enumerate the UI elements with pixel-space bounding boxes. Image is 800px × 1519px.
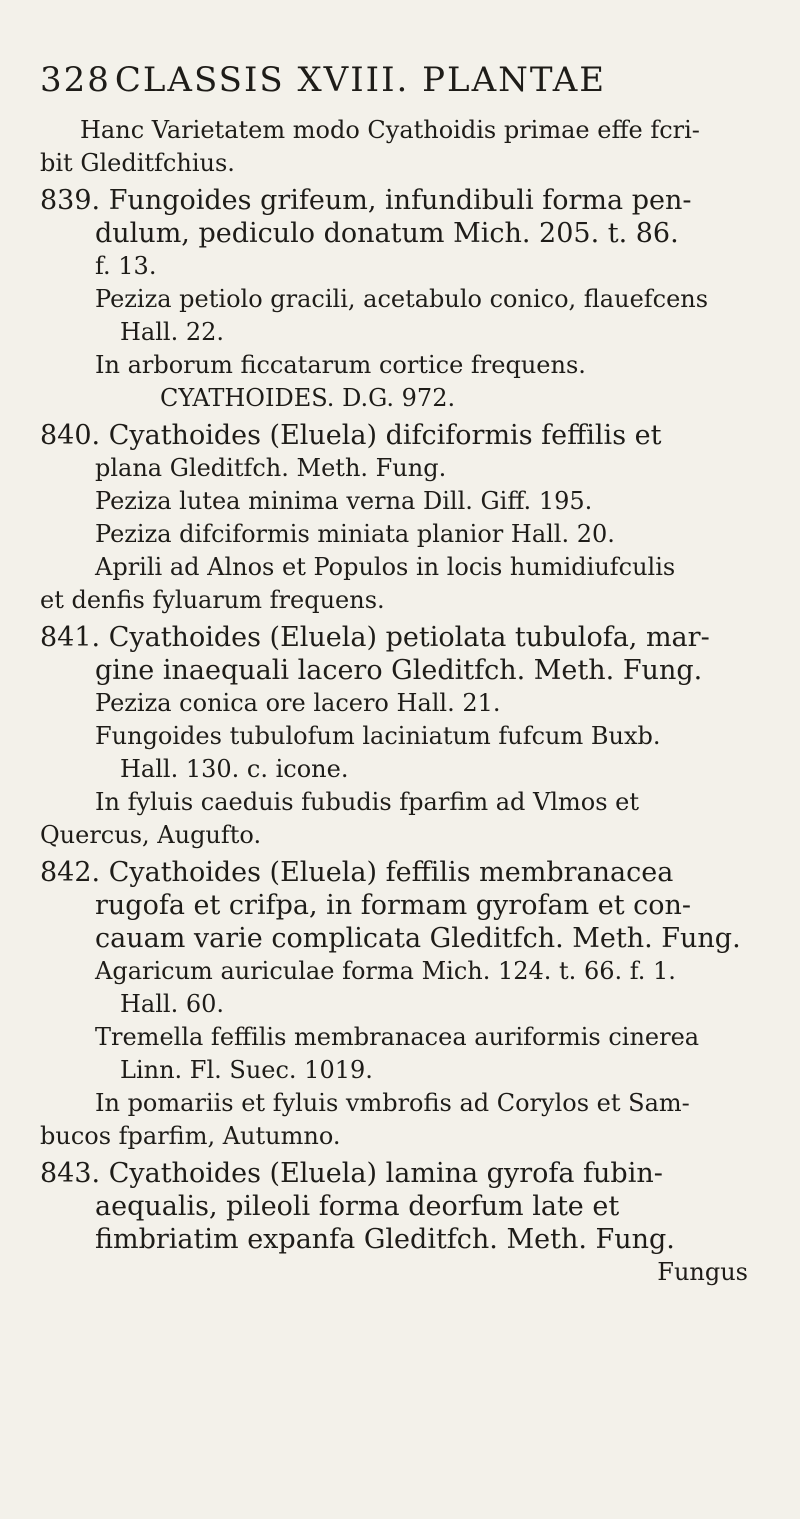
running-title: CLASSIS XVIII. PLANTAE [114, 60, 607, 100]
entry-heading: 839. Fungoides grifeum, infundibuli forma pen- [40, 185, 692, 216]
text-line: Hanc Varietatem modo Cyathoidis primae effe fcri- [80, 116, 700, 144]
text-line: Peziza difciformis miniata planior Hall. 20. [95, 520, 615, 548]
text-line: et denfis fyluarum frequens. [40, 586, 385, 614]
text-line: Tremella feffilis membranacea auriformis cinerea [95, 1023, 700, 1051]
text-line: Hall. 130. c. icone. [120, 755, 349, 783]
text-line: fimbriatim expanfa Gleditfch. Meth. Fung. [95, 1224, 675, 1255]
text-line: plana Gleditfch. Meth. Fung. [95, 454, 447, 482]
text-line: Peziza lutea minima verna Dill. Giff. 195. [95, 487, 593, 515]
text-line: gine inaequali lacero Gleditfch. Meth. Fung. [95, 655, 703, 686]
text-line: Quercus, Augufto. [40, 821, 262, 849]
page-number: 328 [40, 60, 111, 100]
text-line: f. 13. [95, 252, 157, 280]
genus-heading: CYATHOIDES. D.G. 972. [160, 384, 456, 412]
text-line: Hall. 60. [120, 990, 225, 1018]
text-line: rugofa et crifpa, in formam gyrofam et con- [95, 890, 692, 921]
entry-heading: 840. Cyathoides (Eluela) difciformis feffilis et [40, 420, 662, 451]
entry-heading: 843. Cyathoides (Eluela) lamina gyrofa fubin- [40, 1158, 663, 1189]
text-line: In arborum ficcatarum cortice frequens. [95, 351, 586, 379]
text-line: Peziza petiolo gracili, acetabulo conico, flauefcens [95, 285, 709, 313]
catchword: Fungus [657, 1258, 748, 1286]
page-header [40, 60, 760, 100]
text-line: aequalis, pileoli forma deorfum late et [95, 1191, 620, 1222]
text-line: Aprili ad Alnos et Populos in locis humidiufculis [95, 553, 676, 581]
text-line: bit Gleditfchius. [40, 149, 235, 177]
text-line: Peziza conica ore lacero Hall. 21. [95, 689, 501, 717]
text-line: bucos fparfim, Autumno. [40, 1122, 341, 1150]
text-line: Agaricum auriculae forma Mich. 124. t. 66. f. 1. [95, 957, 676, 985]
text-line: In fyluis caeduis fubudis fparfim ad Vlmos et [95, 788, 640, 816]
text-line: dulum, pediculo donatum Mich. 205. t. 86. [95, 218, 679, 249]
text-line: cauam varie complicata Gleditfch. Meth. Fung. [95, 923, 741, 954]
text-line: In pomariis et fyluis vmbrofis ad Corylos et Sam- [95, 1089, 690, 1117]
text-line: Linn. Fl. Suec. 1019. [120, 1056, 373, 1084]
entry-heading: 841. Cyathoides (Eluela) petiolata tubulofa, mar- [40, 622, 710, 653]
entry-heading: 842. Cyathoides (Eluela) feffilis membranacea [40, 857, 674, 888]
text-line: Hall. 22. [120, 318, 225, 346]
text-line: Fungoides tubulofum laciniatum fufcum Buxb. [95, 722, 661, 750]
